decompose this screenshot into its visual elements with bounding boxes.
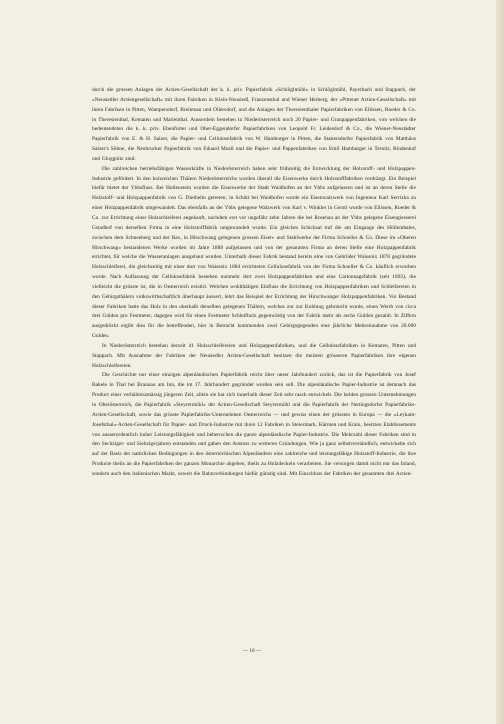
paragraph: In Niederösterreich bestehen derzeit 41 Holzschleifereien und Holzpappenfabriken, und die Cellulosefabriken in Kematen, Pitten und Stappach. Mit Ausnahme der Fabriken der Neusiedler Actien-Gesellschaft besitzen die meisten grösseren Papierfabriken ihre eigenen Holzschleifereien. — [92, 342, 416, 369]
paragraph: durch die grossen Anlagen der Actien-Gesellschaft der k. k. priv. Papierfabrik »Schlöglmühl« in Schlöglmühl, Payerbach und Stappach, der »Neusiedler Actiengesellschaft« mit ihren Fabriken in Klein-Neusiedl, Franzensthal und Wiener Herberg, der »Pittener Actien-Gesellschaft« mit ihren Fabriken in Pitten, Wampersdorf, Breitenau und Ollersdorf, und die Anlagen der Theresienthaler Papierfabriken von Ellissen, Roeder & Co. in Theresienthal, Kematen und Marienthal. Ausserdem bestehen in Niederösterreich noch 20 Papier- und Graupappenfabriken, von welchen die bedeutendsten die k. k. priv. Ebenfurter und Ober-Eggendorfer Papierfabriken von Leopold Fr. Leidesdorf & Co., die Wiener-Neustädter Papierfabrik von E. & H. Salzer, die Papier- und Cellulosefabrik von W. Hamburger in Pitten, die Stattersdorfer Papierfabrik von Matthäus Salzer's Söhne, die Neubrucker Papierfabrik von Eduard Musil und die Papier- und Pappenfabriken von Emil Hamburger in Ternitz, Rindenhof und Gloggnitz sind. — [92, 87, 416, 162]
page-number: — 18 — — [242, 648, 262, 654]
text-column — [92, 86, 416, 480]
page-edge — [496, 0, 504, 724]
paragraph: Die Geschichte nur einer einzigen alpenländischen Papierfabrik reicht über unser Jahrhundert zurück, das ist die Papierfabrik von Josef Bakele in Thal bei Braunau am Inn, die im 17. Jahrhundert gegründet worden sein soll. Die alpenländische Papier-Industrie ist demnach das Product einer verhältnissmässig jüngeren Zeit, allein sie hat sich innerhalb dieser Zeit sehr rasch entwickelt. Die beiden grossen Unternehmungen in Oberösterreich, die Papierfabrik »Steyrermühl« der Actien-Gesellschaft Steyrermühl und die Papierfabrik der Nettingsdorfer Papierfabriks-Actien-Gesellschaft, sowie das grösste Papierfabriks-Unternehmen Oesterreichs — und gewiss einen der grössten in Europa — die »Leykam-Josefsthal«-Actien-Gesellschaft für Papier- und Druck-Industrie mit ihren 12 Fabriken in Steiermark, Kärnten und Krain, besitzen Etablissements von ausserordentlich hoher Leistungsfähigkeit und beherrschen die ganze alpenländische Papier-Industrie. Die Mehrzahl dieser Fabriken sind in den Sechziger- und Siebzigerjahren entstanden und gaben den Anstoss zu weiteren Gründungen. Wie ja ganz selbstverständlich, entwickelte sich auf der Basis der natürlichen Bedingungen in den österreichischen Alpenländern eine zahlreiche und leistungsfähige Holzstoff-Industrie, die ihre Producte theils an die Papierfabriken der ganzen Monarchie abgeben, theils zu Holzdeckeln verarbeiten. Sie versorgen damit nicht nur das Inland, sondern auch den italienischen Markt, soweit die Bahnverbindungen hiefür günstig sind. Mit Einschluss der Fabriken der genannten drei Actien- — [92, 372, 416, 477]
paragraph: Die zahlreichen betriebsfähigen Wasserkräfte in Niederösterreich haben sehr frühzeitig die Entwicklung der Holzstoff- und Holzpappen-Industrie gefördert. In den holzreichen Thälern Niederösterreichs wurden überall die Eisenwerke durch Holzstofffabriken verdrängt. Ein Beispiel hiefür bietet der Ybbsfluss. Bei Hollenstein wurden die Eisenwerke der Stadt Waidhofen an der Ybbs aufgelassen und ist an deren Stelle die Holzstoff- und Holzpappenfabrik von G. Diethelm getreten; in Schütt bei Waidhofen wurde ein Eisenwalzwerk von Ingenieur Karl Serrizka zu einer Holzpappenfabrik umgewandelt. Das ebenfalls an der Ybbs gelegene Walzwerk von Karl v. Winkler in Gerstl wurde von Ellissen, Roeder & Co. zur Errichtung einer Holzschleiferei angekauft, nachdem erst vor ungefähr zehn Jahren die bei Rosenau an der Ybbs gelegene Eisengiesserei Gstadhof von derselben Firma in eine Holzstofffabrik umgewandelt wurde. Ein gleiches Schicksal traf die am Eingange des Höllenthales, zwischen dem Schneeberg und der Rax, in Hirschwang gelegenen grossen Eisen- und Stahlwerke der Firma Schoeller & Co. Diese im »Oberen Hirschwang« bestandenen Werke wurden im Jahre 1888 aufgelassen und von der genannten Firma an deren Stelle eine Holzpappenfabrik errichtet, für welche die Wasseranlagen ausgebaut wurden. Unterhalb dieser Fabrik bestand bereits eine von Gebrüder Waissnix 1878 gegründete Holzschleiferei, die gleichzeitig mit einer dort von Waissnix 1884 errichteten Cellulosefabrik von der Firma Schoeller & Co. käuflich erworben wurde. Nach Auflassung der Cellulosefabrik bestehen nunmehr dort zwei Holzpappenfabriken und eine Cartonnagefabrik (seit 1893), die vielleicht die grösste ist, die in Oesterreich existirt. Welchen wohlthätigen Einfluss die Errichtung von Holzpappenfabriken und Schleifereien in den Gebirgsthälern volkswirthschaftlich überhaupt äussert, lehrt das Beispiel der Errichtung der Hirschwanger Holzpappenfabriken. Vor Bestand dieser Fabriken hatte das Holz in den oberhalb derselben gelegenen Thälern, welches zur zur Kohlung gebraucht wurde, einen Werth von circa drei Gulden pro Festmeter, dagegen wird für einen Festmeter Schleifholz gegenwärtig von der Fabrik mehr als sechs Gulden gezahlt. In Ziffern ausgedrückt ergibt dies für die betreffenden, hier in Betracht kommenden zwei Gebirgsgegenden eine jährliche Mehreinnahme von 20.000 Gulden. — [92, 165, 416, 340]
